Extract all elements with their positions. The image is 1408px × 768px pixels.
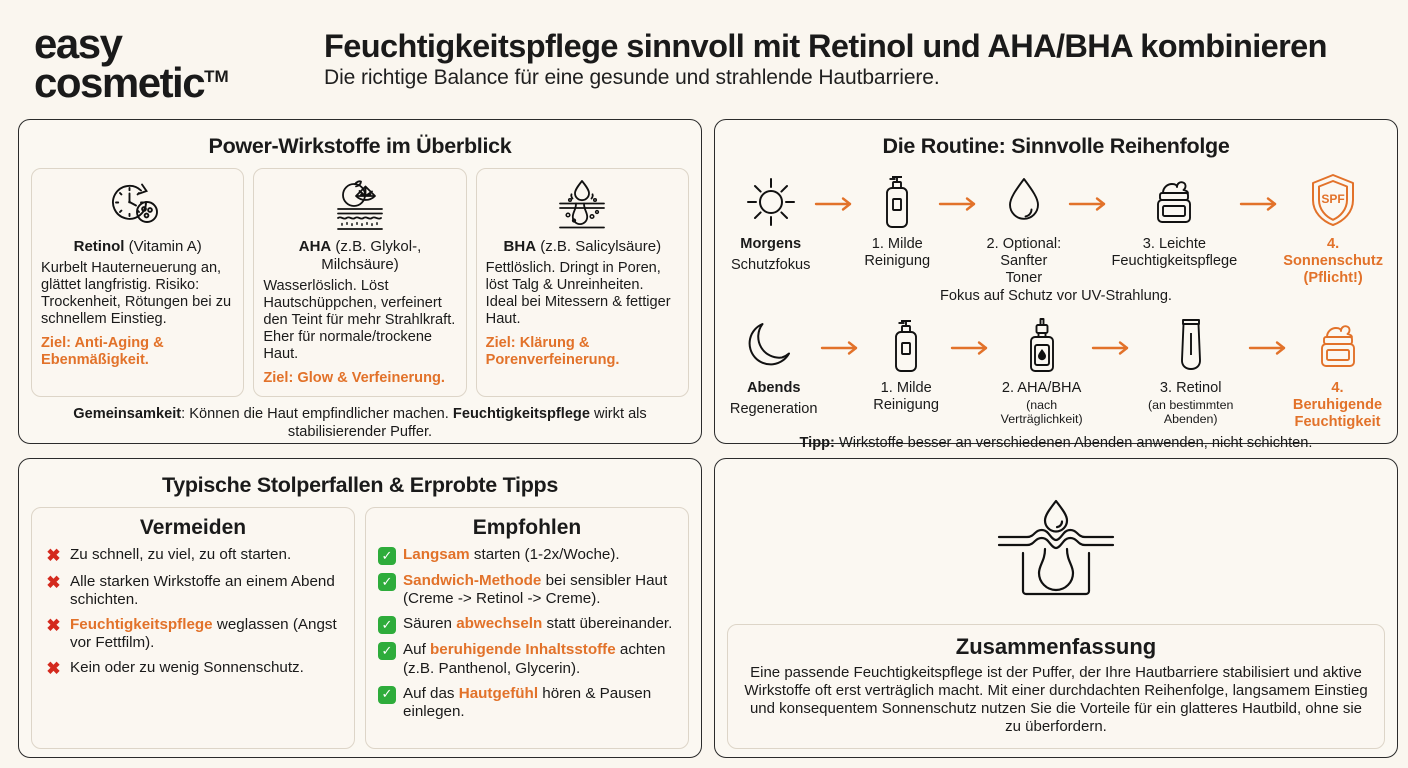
droplet-icon: [1001, 172, 1047, 232]
evening-step-1: [864, 316, 947, 414]
pump-bottle-icon: [886, 316, 926, 376]
recommended-title: Empfohlen: [472, 516, 582, 539]
list-item: [44, 616, 342, 652]
ingredient-goal: Ziel: Klärung & Porenverfeinerung.: [485, 335, 620, 369]
evening-label: Abends: [746, 380, 801, 397]
morning-label: Morgens: [740, 236, 802, 252]
citrus-skin-layers-icon: [324, 177, 396, 235]
list-item-text: Auf das Hautgefühl hören & Pausen einlegen.: [403, 684, 652, 721]
brand-line-2: cosmetic™: [34, 59, 229, 107]
cream-jar-icon: [1147, 172, 1201, 232]
arrow-right-icon: [948, 316, 994, 356]
step-label: 1. Milde Reinigung: [864, 236, 931, 269]
recommended-box: [365, 507, 689, 749]
list-item-text: Zu schnell, zu viel, zu oft starten.: [70, 546, 292, 563]
ingredients-card: [18, 119, 702, 444]
list-item-text: Sandwich-Methode bei sensibler Haut (Creme -> Retinol -> Creme).: [403, 572, 668, 608]
trademark-symbol: TM: [204, 67, 229, 87]
morning-step-3: [1112, 172, 1238, 270]
arrow-right-icon: [1237, 172, 1283, 212]
avoid-list: [44, 546, 342, 679]
clock-renewal-icon: [106, 177, 170, 235]
step-sublabel: (nach Verträglichkeit): [1000, 398, 1083, 427]
evening-step-4: [1292, 316, 1383, 430]
list-item-text: Feuchtigkeitspflege weglassen (Angst vor Fettfilm).: [70, 616, 337, 652]
ingredient-goal: Ziel: Anti-Aging & Ebenmäßigkeit.: [41, 335, 164, 369]
ingredient-description: Fettlöslich. Dringt in Poren, löst Talg & Unreinheiten. Ideal bei Mitessern & fettiger Haut.: [485, 260, 671, 328]
evening-tip: Tipp: Wirkstoffe besser an verschiedenen Abenden anwenden, nicht schichten.: [799, 434, 1313, 451]
ingredients-common-note: Gemeinsamkeit: Können die Haut empfindlicher machen. Feuchtigkeitspflege wirkt als stabilisierender Puffer.: [73, 406, 647, 440]
morning-step-2: [982, 172, 1065, 286]
arrow-right-icon: [1066, 172, 1112, 212]
page-header: [18, 14, 1390, 119]
hydration-barrier-icon: [727, 469, 1385, 624]
tips-columns: [31, 507, 689, 749]
step-label: 2. Optional: Sanfter Toner: [986, 236, 1062, 286]
list-item-text: Alle starken Wirkstoffe an einem Abend schichten.: [70, 572, 335, 608]
arrow-right-icon: [1089, 316, 1135, 356]
pore-droplet-icon: [546, 177, 618, 235]
step-label: 3. Retinol: [1159, 380, 1222, 397]
tips-card-title: Typische Stolperfallen & Erprobte Tipps: [161, 473, 559, 497]
step-sublabel: (an bestimmten Abenden): [1147, 398, 1234, 427]
list-item: [44, 659, 342, 679]
recommended-list: [378, 546, 676, 721]
tube-icon: [1171, 316, 1211, 376]
ingredient-goal: Ziel: Glow & Verfeinerung.: [263, 370, 445, 387]
cream-jar-icon: [1311, 316, 1365, 376]
list-item: [44, 546, 342, 566]
step-label: 2. AHA/BHA: [1001, 380, 1082, 397]
svg-text:SPF: SPF: [1321, 192, 1345, 206]
list-item: [378, 685, 676, 721]
summary-card: [714, 458, 1398, 758]
morning-intro: [729, 172, 812, 274]
brand-logo: [34, 14, 316, 107]
check-icon: ✓: [378, 547, 396, 565]
routine-card-title: Die Routine: Sinnvolle Reihenfolge: [882, 134, 1230, 158]
step-label: 4. Beruhigende Feuchtigkeit: [1292, 380, 1383, 430]
step-label: 4. Sonnenschutz (Pflicht!): [1283, 236, 1383, 286]
morning-note: Fokus auf Schutz vor UV-Strahlung.: [940, 288, 1172, 305]
avoid-title: Vermeiden: [139, 516, 247, 539]
list-item: [378, 615, 676, 634]
summary-title: Zusammenfassung: [955, 634, 1157, 659]
page-subtitle: Die richtige Balance für eine gesunde und strahlende Hautbarriere.: [324, 66, 940, 90]
check-icon: ✓: [378, 686, 396, 704]
morning-step-1: [858, 172, 936, 270]
ingredient-aha: [253, 168, 466, 397]
spf-shield-icon: [1306, 172, 1360, 232]
cross-icon: ✖: [46, 572, 61, 592]
check-icon: ✓: [378, 573, 396, 591]
evening-intro: [729, 316, 818, 418]
cross-icon: ✖: [46, 659, 61, 679]
arrow-right-icon: [1246, 316, 1292, 356]
morning-step-4: [1283, 172, 1383, 286]
ingredients-list: [31, 168, 689, 397]
evening-routine-row: [727, 312, 1385, 430]
evening-step-2: [994, 316, 1090, 426]
sun-icon: [742, 172, 800, 232]
morning-routine-row: [727, 168, 1385, 286]
cards-grid: [18, 119, 1390, 758]
ingredient-bha: [476, 168, 689, 397]
step-label: 1. Milde Reinigung: [873, 380, 940, 414]
ingredient-name: BHA (z.B. Salicylsäure): [503, 238, 662, 255]
dropper-bottle-icon: [1022, 316, 1062, 376]
list-item: [378, 641, 676, 677]
avoid-box: [31, 507, 355, 749]
list-item-text: Langsam starten (1-2x/Woche).: [403, 546, 620, 563]
ingredient-retinol: [31, 168, 244, 397]
list-item: [44, 573, 342, 609]
routine-card: [714, 119, 1398, 451]
morning-sublabel: Schutzfokus: [730, 256, 811, 273]
ingredient-name: Retinol (Vitamin A): [73, 238, 202, 255]
arrow-right-icon: [812, 172, 858, 212]
check-icon: ✓: [378, 642, 396, 660]
ingredient-description: Wasserlöslich. Löst Hautschüppchen, verfeinert den Teint für mehr Strahlkraft. Eher für normale/trockene Haut.: [263, 278, 456, 363]
brand-line-1: easy: [34, 20, 122, 67]
pump-bottle-icon: [877, 172, 917, 232]
ingredient-name: AHA (z.B. Glykol-, Milchsäure): [298, 238, 422, 273]
arrow-right-icon: [818, 316, 864, 356]
step-label: 3. Leichte Feuchtigkeitspflege: [1111, 236, 1238, 269]
list-item-text: Auf beruhigende Inhaltsstoffe achten (z.B. Panthenol, Glycerin).: [403, 641, 666, 677]
list-item-text: Kein oder zu wenig Sonnenschutz.: [70, 659, 304, 677]
check-icon: ✓: [378, 616, 396, 634]
summary-text: Eine passende Feuchtigkeitspflege ist der Puffer, der Ihre Hautbarriere stabilisiert und aktive Wirkstoffe oft erst verträglich macht. Mit einer durchdachten Reihenfolge, langsamem Einstieg und konsequentem Sonnenschutz nutzen Sie die Vorteile für ein glatteres Hautbild, ohne sie zu überfordern.: [744, 664, 1368, 735]
summary-box: [727, 624, 1385, 749]
tips-card: [18, 458, 702, 758]
arrow-right-icon: [936, 172, 982, 212]
cross-icon: ✖: [46, 546, 61, 565]
ingredients-card-title: Power-Wirkstoffe im Überblick: [208, 134, 512, 158]
moon-icon: [746, 316, 802, 376]
evening-step-3: [1135, 316, 1246, 426]
cross-icon: ✖: [46, 616, 61, 636]
list-item-text: Säuren abwechseln statt übereinander.: [403, 615, 673, 633]
list-item: [378, 546, 676, 565]
list-item: [378, 572, 676, 608]
evening-sublabel: Regeneration: [729, 401, 818, 418]
page-title: Feuchtigkeitspflege sinnvoll mit Retinol und AHA/BHA kombinieren: [324, 28, 1327, 64]
header-titles: [324, 14, 1327, 90]
ingredient-description: Kurbelt Hauterneuerung an, glättet langfristig. Risiko: Trockenheit, Rötungen bei zu schnellem Einstieg.: [41, 260, 232, 328]
